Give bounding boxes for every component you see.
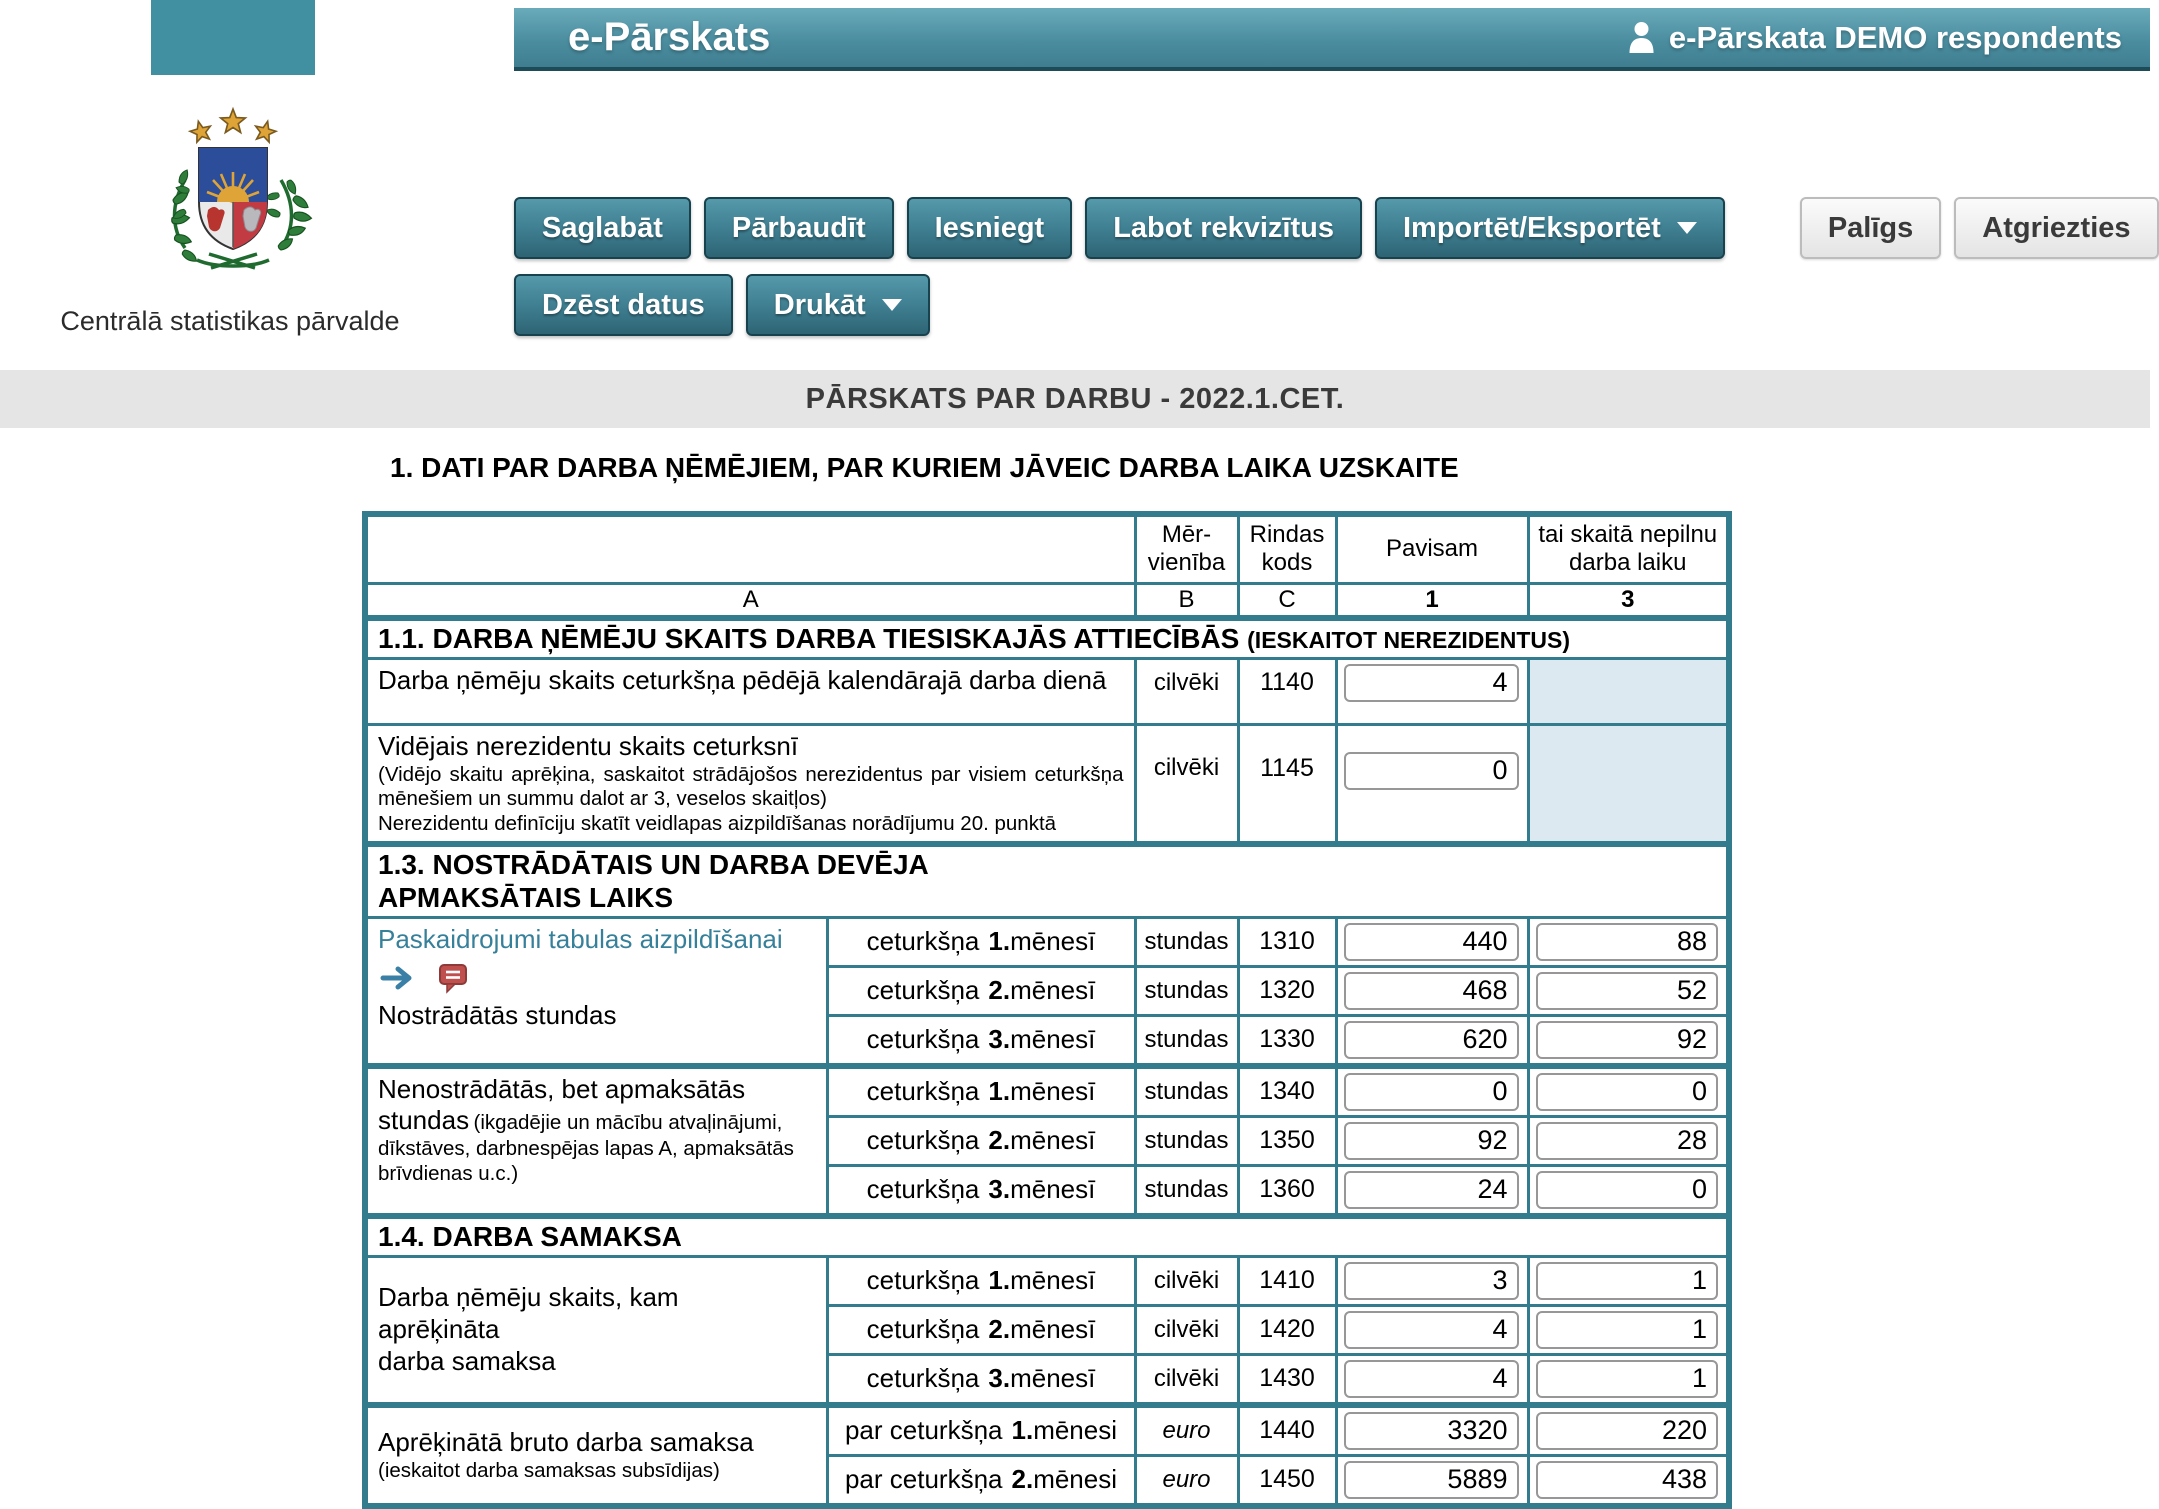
letter-1: 1 <box>1336 583 1528 618</box>
user-label: e-Pārskata DEMO respondents <box>1668 19 2122 55</box>
letter-a: A <box>365 583 1135 618</box>
month-suffix: mēnesī <box>1010 1075 1096 1106</box>
brand-color-block <box>151 0 315 75</box>
month-suffix: mēnesī <box>1010 1023 1096 1054</box>
row-1310-parttime-cell <box>1528 917 1729 966</box>
month-suffix: mēnesī <box>1010 1264 1096 1295</box>
row-1450-parttime-cell <box>1528 1455 1729 1506</box>
row-1450-code: 1450 <box>1238 1455 1336 1506</box>
col-header-parttime <box>1528 514 1729 583</box>
row-1430-code: 1430 <box>1238 1354 1336 1405</box>
row-1350-total-cell <box>1336 1116 1528 1165</box>
row-1340-code: 1340 <box>1238 1066 1336 1117</box>
col-header-parttime-line2: darba laiku <box>1569 549 1687 577</box>
row-1310-code: 1310 <box>1238 917 1336 966</box>
report-title: PĀRSKATS PAR DARBU - 2022.1.CET. <box>805 382 1345 415</box>
employee-count-label-cell <box>365 1256 827 1405</box>
row-1360-month <box>827 1165 1135 1216</box>
row-1340-total-cell <box>1336 1066 1528 1117</box>
row-1360-parttime-cell <box>1528 1165 1729 1216</box>
arrow-right-icon[interactable] <box>380 965 416 991</box>
month-suffix: mēnesī <box>1010 1362 1096 1393</box>
row-1450-month <box>827 1455 1135 1506</box>
row-1410-code: 1410 <box>1238 1256 1336 1305</box>
month-prefix: ceturkšņa <box>866 1264 980 1295</box>
row-1145-label-cell <box>365 724 1135 844</box>
person-icon <box>1628 21 1655 55</box>
row-1410 <box>365 1256 1729 1305</box>
row-1330-code: 1330 <box>1238 1015 1336 1066</box>
input-1420-total[interactable] <box>1344 1311 1519 1349</box>
row-1320-code: 1320 <box>1238 966 1336 1015</box>
month-prefix: ceturkšņa <box>866 925 980 956</box>
gross-pay-label-cell <box>365 1405 827 1506</box>
delete-data-button[interactable]: Dzēst datus <box>514 274 733 336</box>
input-1330-parttime[interactable] <box>1536 1021 1719 1059</box>
row-1320-month <box>827 966 1135 1015</box>
employee-count-label-line2: aprēķināta <box>378 1314 500 1345</box>
section-1-1-title-cell <box>365 618 1729 659</box>
input-1430-parttime[interactable] <box>1536 1360 1719 1398</box>
row-1350-unit: stundas <box>1135 1116 1238 1165</box>
back-button[interactable]: Atgriezties <box>1954 197 2158 259</box>
row-1350-parttime-cell <box>1528 1116 1729 1165</box>
submit-button[interactable]: Iesniegt <box>907 197 1073 259</box>
input-1145-total[interactable] <box>1344 752 1519 790</box>
section-1-1-title: 1.1. DARBA ŅĒMĒJU SKAITS DARBA TIESISKAJĀS ATTIECĪBĀS <box>378 622 1240 654</box>
input-1450-parttime[interactable] <box>1536 1461 1719 1499</box>
row-1440-parttime-cell <box>1528 1405 1729 1456</box>
worked-hours-label-cell <box>365 917 827 1066</box>
col-header-unit <box>1135 514 1238 583</box>
row-1360-total-cell <box>1336 1165 1528 1216</box>
row-1440-unit: euro <box>1135 1405 1238 1456</box>
month-prefix: ceturkšņa <box>866 1313 980 1344</box>
worked-hours-label: Nostrādātās stundas <box>378 999 617 1030</box>
col-header-total: Pavisam <box>1336 514 1528 583</box>
row-1145 <box>365 724 1729 844</box>
input-1320-total[interactable] <box>1344 972 1519 1010</box>
input-1310-total[interactable] <box>1344 923 1519 961</box>
month-suffix: mēnesī <box>1010 1313 1096 1344</box>
row-1360-unit: stundas <box>1135 1165 1238 1216</box>
gross-pay-label: Aprēķinātā bruto darba samaksa <box>378 1427 754 1458</box>
month-prefix: par ceturkšņa <box>844 1414 1003 1445</box>
import-export-label: Importēt/Eksportēt <box>1403 211 1661 244</box>
month-number: 2. <box>988 1124 1011 1155</box>
row-1410-unit: cilvēki <box>1135 1256 1238 1305</box>
row-1450-unit: euro <box>1135 1455 1238 1506</box>
section-1-1-suffix: (IESKAITOT NEREZIDENTUS) <box>1247 626 1571 653</box>
section-1-4-title-cell <box>365 1216 1729 1257</box>
import-export-button[interactable] <box>1375 197 1725 259</box>
month-number: 1. <box>988 925 1011 956</box>
input-1320-parttime[interactable] <box>1536 972 1719 1010</box>
row-1420-total-cell <box>1336 1305 1528 1354</box>
comment-icon[interactable] <box>438 963 468 994</box>
explanation-icons <box>380 963 816 994</box>
section-1-1-row <box>365 618 1729 659</box>
organization-name: Centrālā statistikas pārvalde <box>60 306 400 336</box>
edit-details-button[interactable]: Labot rekvizītus <box>1085 197 1362 259</box>
check-button[interactable]: Pārbaudīt <box>704 197 894 259</box>
row-1330-total-cell <box>1336 1015 1528 1066</box>
month-number: 2. <box>988 974 1011 1005</box>
save-button[interactable]: Saglabāt <box>514 197 691 259</box>
paid-not-worked-label-cell <box>365 1066 827 1216</box>
input-1350-total[interactable] <box>1344 1122 1519 1160</box>
row-1430-parttime-cell <box>1528 1354 1729 1405</box>
row-1410-month <box>827 1256 1135 1305</box>
employee-count-label-line3: darba samaksa <box>378 1345 556 1376</box>
row-1140-label-cell <box>365 658 1135 724</box>
month-suffix: mēnesi <box>1033 1463 1118 1494</box>
row-1140-label: Darba ņēmēju skaits ceturkšņa pēdējā kalendārajā darba dienā <box>378 664 1107 695</box>
month-suffix: mēnesī <box>1010 1124 1096 1155</box>
col-header-code-line1: Rindas <box>1249 521 1325 548</box>
row-1340-parttime-cell <box>1528 1066 1729 1117</box>
caret-down-icon <box>1677 222 1697 234</box>
caret-down-icon <box>882 299 902 311</box>
row-1330-parttime-cell <box>1528 1015 1729 1066</box>
month-number: 3. <box>988 1023 1011 1054</box>
section-1-3-row <box>365 844 1729 917</box>
row-1320-unit: stundas <box>1135 966 1238 1015</box>
input-1360-parttime[interactable] <box>1536 1171 1719 1209</box>
month-suffix: mēnesī <box>1010 1173 1096 1204</box>
month-prefix: par ceturkšņa <box>844 1463 1003 1494</box>
month-number: 1. <box>1011 1414 1034 1445</box>
toolbar-row-1 <box>514 197 2159 259</box>
row-1145-note2: Nerezidentu definīciju skatīt veidlapas aizpildīšanas norādījumu 20. punktā <box>378 811 1057 835</box>
row-1420-code: 1420 <box>1238 1305 1336 1354</box>
report-title-bar <box>0 370 2150 428</box>
row-1140-parttime-disabled-cell <box>1528 658 1729 724</box>
month-number: 1. <box>988 1264 1011 1295</box>
row-1145-label: Vidējais nerezidentu skaits ceturksnī <box>378 730 799 761</box>
section-1-3-title-line2: APMAKSĀTAIS LAIKS <box>378 881 674 913</box>
letter-3: 3 <box>1528 583 1729 618</box>
employee-count-label-line1: Darba ņēmēju skaits, kam <box>378 1282 679 1313</box>
column-letter-row <box>365 583 1729 618</box>
row-1320-parttime-cell <box>1528 966 1729 1015</box>
month-prefix: ceturkšņa <box>866 1075 980 1106</box>
month-number: 3. <box>988 1173 1011 1204</box>
row-1420-unit: cilvēki <box>1135 1305 1238 1354</box>
row-1145-total-cell <box>1336 724 1528 844</box>
row-1340 <box>365 1066 1729 1117</box>
row-1440-code: 1440 <box>1238 1405 1336 1456</box>
month-prefix: ceturkšņa <box>866 974 980 1005</box>
row-1430-month <box>827 1354 1135 1405</box>
row-1420-parttime-cell <box>1528 1305 1729 1354</box>
print-button[interactable] <box>746 274 930 336</box>
row-1450-total-cell <box>1336 1455 1528 1506</box>
input-1310-parttime[interactable] <box>1536 923 1719 961</box>
section-1-3-title-line1: 1.3. NOSTRĀDĀTAIS UN DARBA DEVĒJA <box>378 849 929 881</box>
month-suffix: mēnesi <box>1033 1414 1118 1445</box>
table-header-row <box>365 514 1729 583</box>
row-1430-total-cell <box>1336 1354 1528 1405</box>
month-number: 3. <box>988 1362 1011 1393</box>
print-label: Drukāt <box>773 288 866 321</box>
input-1430-total[interactable] <box>1344 1360 1519 1398</box>
input-1420-parttime[interactable] <box>1536 1311 1719 1349</box>
section-1-4-title: 1.4. DARBA SAMAKSA <box>378 1220 682 1252</box>
input-1440-total[interactable] <box>1344 1412 1519 1450</box>
section-1-3-title-cell <box>365 844 1729 917</box>
col-header-code-line2: kods <box>1261 549 1313 577</box>
row-1145-code: 1145 <box>1238 724 1336 844</box>
row-1140-unit: cilvēki <box>1135 658 1238 724</box>
month-suffix: mēnesī <box>1010 925 1096 956</box>
row-1145-unit: cilvēki <box>1135 724 1238 844</box>
help-button[interactable]: Palīgs <box>1800 197 1941 259</box>
row-1310-unit: stundas <box>1135 917 1238 966</box>
section-1-heading: 1. DATI PAR DARBA ŅĒMĒJIEM, PAR KURIEM JĀVEIC DARBA LAIKA UZSKAITE <box>390 452 1459 483</box>
month-number: 2. <box>1011 1463 1034 1494</box>
month-prefix: ceturkšņa <box>866 1124 980 1155</box>
row-1145-parttime-disabled-cell <box>1528 724 1729 844</box>
input-1340-parttime[interactable] <box>1536 1073 1719 1111</box>
month-number: 1. <box>988 1075 1011 1106</box>
row-1410-total-cell <box>1336 1256 1528 1305</box>
row-1330-unit: stundas <box>1135 1015 1238 1066</box>
col-header-parttime-line1: tai skaitā nepilnu <box>1538 521 1718 548</box>
coat-of-arms <box>145 108 321 286</box>
corner-cell <box>365 514 1135 583</box>
input-1360-total[interactable] <box>1344 1171 1519 1209</box>
row-1330-month <box>827 1015 1135 1066</box>
month-number: 2. <box>988 1313 1011 1344</box>
row-1440-total-cell <box>1336 1405 1528 1456</box>
month-suffix: mēnesī <box>1010 974 1096 1005</box>
report-table <box>362 511 1732 1509</box>
row-1340-month <box>827 1066 1135 1117</box>
toolbar-row-2 <box>514 274 930 336</box>
month-prefix: ceturkšņa <box>866 1362 980 1393</box>
input-1140-total[interactable] <box>1344 664 1519 702</box>
gross-pay-note: (ieskaitot darba samaksas subsīdijas) <box>378 1458 720 1482</box>
col-header-code <box>1238 514 1336 583</box>
month-prefix: ceturkšņa <box>866 1023 980 1054</box>
row-1310-month <box>827 917 1135 966</box>
row-1360-code: 1360 <box>1238 1165 1336 1216</box>
row-1340-unit: stundas <box>1135 1066 1238 1117</box>
app-header <box>514 8 2150 71</box>
input-1440-parttime[interactable] <box>1536 1412 1719 1450</box>
input-1410-parttime[interactable] <box>1536 1262 1719 1300</box>
input-1330-total[interactable] <box>1344 1021 1519 1059</box>
paid-not-worked-note: (ikgadējie un mācību atvaļinājumi, dīkstāves, darbnespējas lapas A, apmaksātās brīvdienas u.c.) <box>378 1111 794 1185</box>
user-menu[interactable] <box>1628 20 2122 56</box>
app-title: e-Pārskats <box>568 15 771 59</box>
row-1140-code: 1140 <box>1238 658 1336 724</box>
row-1320-total-cell <box>1336 966 1528 1015</box>
col-header-unit-line1: Mēr- <box>1161 521 1212 548</box>
paid-not-worked-label: Nenostrādātās, bet apmaksātās stundas <box>378 1073 746 1136</box>
row-1440 <box>365 1405 1729 1456</box>
letter-b: B <box>1135 583 1238 618</box>
input-1410-total[interactable] <box>1344 1262 1519 1300</box>
input-1450-total[interactable] <box>1344 1461 1519 1499</box>
input-1340-total[interactable] <box>1344 1073 1519 1111</box>
row-1410-parttime-cell <box>1528 1256 1729 1305</box>
row-1310-total-cell <box>1336 917 1528 966</box>
input-1350-parttime[interactable] <box>1536 1122 1719 1160</box>
row-1420-month <box>827 1305 1135 1354</box>
row-1430-unit: cilvēki <box>1135 1354 1238 1405</box>
letter-c: C <box>1238 583 1336 618</box>
row-1140 <box>365 658 1729 724</box>
explanations-link[interactable]: Paskaidrojumi tabulas aizpildīšanai <box>378 923 783 954</box>
row-1145-note1: (Vidējo skaitu aprēķina, saskaitot strādājošos nerezidentus par visiem ceturkšņa mēnešiem un summu dalot ar 3, veselos skaitļos) <box>378 762 1124 811</box>
row-1350-month <box>827 1116 1135 1165</box>
row-1350-code: 1350 <box>1238 1116 1336 1165</box>
row-1440-month <box>827 1405 1135 1456</box>
month-prefix: ceturkšņa <box>866 1173 980 1204</box>
section-1-4-row <box>365 1216 1729 1257</box>
row-1310 <box>365 917 1729 966</box>
col-header-unit-line2: vienība <box>1147 549 1226 577</box>
row-1140-total-cell <box>1336 658 1528 724</box>
